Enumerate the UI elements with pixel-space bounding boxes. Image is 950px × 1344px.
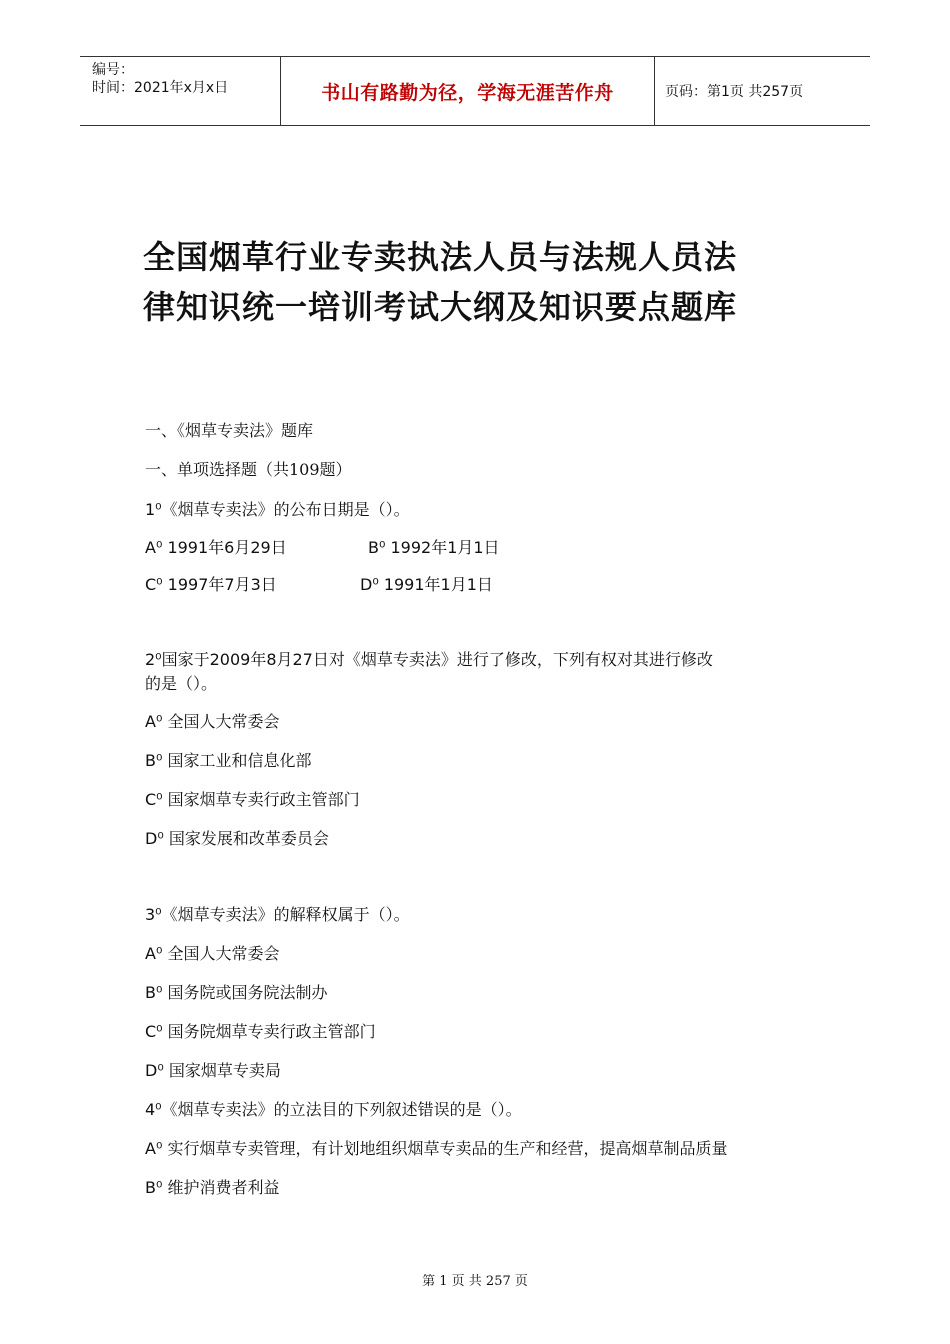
page-info: 页码：第1页 共257页 — [665, 84, 804, 100]
number-label: 编号： — [92, 62, 134, 78]
title-line-1: 全国烟草行业专卖执法人员与法规人员法 — [143, 238, 738, 276]
question-1-stem: 1⁰《烟草专卖法》的公布日期是（）。 — [145, 500, 410, 519]
header-meta-cell — [80, 57, 281, 125]
question-2-option-d: D⁰ 国家发展和改革委员会 — [145, 829, 329, 848]
section-subheading: 一、单项选择题（共109题） — [145, 460, 352, 479]
title-line-2: 律知识统一培训考试大纲及知识要点题库 — [143, 288, 738, 326]
question-1-option-a: A⁰ 1991年6月29日 — [145, 538, 287, 557]
question-2-option-a: A⁰ 全国人大常委会 — [145, 712, 280, 731]
question-1-option-b: B⁰ 1992年1月1日 — [368, 538, 500, 557]
question-4-option-b: B⁰ 维护消费者利益 — [145, 1178, 280, 1197]
question-1-option-c: C⁰ 1997年7月3日 — [145, 575, 277, 594]
question-3-stem: 3⁰《烟草专卖法》的解释权属于（）。 — [145, 905, 410, 924]
page-footer: 第 1 页 共 257 页 — [422, 1274, 528, 1289]
time-label: 时间：2021年x月x日 — [92, 80, 229, 96]
section-heading: 一、《烟草专卖法》题库 — [145, 421, 314, 440]
header-page-cell — [655, 57, 870, 125]
question-1-option-d: D⁰ 1991年1月1日 — [360, 575, 493, 594]
question-2-option-c: C⁰ 国家烟草专卖行政主管部门 — [145, 790, 360, 809]
document-header — [80, 56, 870, 126]
question-3-option-d: D⁰ 国家烟草专卖局 — [145, 1061, 281, 1080]
question-3-option-c: C⁰ 国务院烟草专卖行政主管部门 — [145, 1022, 376, 1041]
question-4-option-a: A⁰ 实行烟草专卖管理，有计划地组织烟草专卖品的生产和经营，提高烟草制品质量 — [145, 1139, 728, 1158]
document-title — [143, 232, 823, 332]
motto-text: 书山有路勤为径，学海无涯苦作舟 — [321, 81, 614, 104]
question-2-option-b: B⁰ 国家工业和信息化部 — [145, 751, 312, 770]
question-3-option-a: A⁰ 全国人大常委会 — [145, 944, 280, 963]
question-2-stem-line-2: 的是（）。 — [145, 674, 218, 693]
question-3-option-b: B⁰ 国务院或国务院法制办 — [145, 983, 328, 1002]
header-motto-cell — [281, 57, 655, 125]
question-2-stem-line-1: 2⁰国家于2009年8月27日对《烟草专卖法》进行了修改，下列有权对其进行修改 — [145, 650, 713, 669]
question-4-stem: 4⁰《烟草专卖法》的立法目的下列叙述错误的是（）。 — [145, 1100, 522, 1119]
